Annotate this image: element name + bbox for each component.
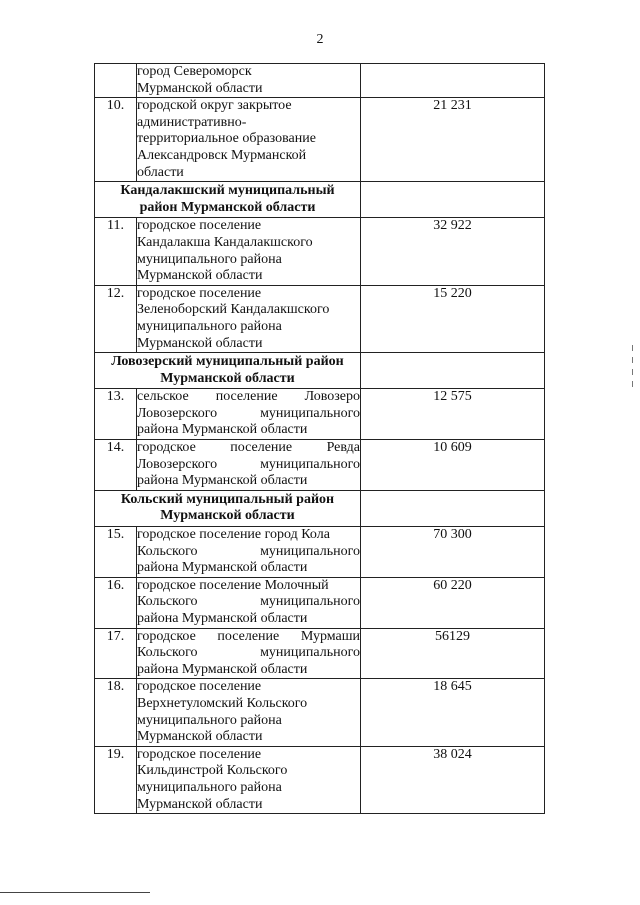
municipality-name-line: муниципального района (137, 251, 282, 267)
row-number: 14. (95, 440, 137, 491)
section-title (95, 490, 361, 526)
municipality-name-line: Верхнетуломский Кольского (137, 695, 308, 711)
municipality-name-line: сельское поселение Ловозеро (137, 389, 360, 405)
section-title-line: район Мурманской области (139, 199, 316, 215)
amount-value: 70 300 (361, 527, 545, 578)
row-number: 12. (95, 285, 137, 352)
municipality-name (137, 64, 361, 98)
amount-value: 60 220 (361, 577, 545, 628)
municipality-name-line: Кольского муниципального (137, 543, 360, 559)
row-number (95, 64, 137, 98)
row-number: 10. (95, 98, 137, 182)
page-number: 2 (316, 32, 324, 47)
municipality-name-line: городское поселение Молочный (137, 577, 329, 593)
section-value-cell (361, 182, 545, 218)
municipality-name-line: городское поселение (137, 679, 262, 695)
amount-value: 32 922 (361, 218, 545, 285)
amount-value: 21 231 (361, 98, 545, 182)
section-title-line: Кандалакшский муниципальный (120, 183, 335, 199)
municipality-name-line: городское поселение (137, 285, 262, 301)
municipality-name-line: Мурманской области (137, 268, 263, 284)
table-row (95, 577, 545, 628)
table-row (95, 679, 545, 746)
amount-value: 10 609 (361, 440, 545, 491)
table-row (95, 628, 545, 679)
footer-rule (0, 892, 150, 893)
municipality-name-line: Александровск Мурманской (137, 147, 307, 163)
municipality-name (137, 746, 361, 813)
allocation-table (94, 63, 545, 814)
municipality-name (137, 389, 361, 440)
municipality-name-line: района Мурманской области (137, 661, 308, 677)
municipality-name-line: городской округ закрытое (137, 98, 292, 114)
table-row (95, 98, 545, 182)
section-title-line: Мурманской области (160, 370, 295, 386)
municipality-name-line: муниципального района (137, 779, 282, 795)
table-row (95, 218, 545, 285)
municipality-name-line: Кильдинстрой Кольского (137, 763, 288, 779)
amount-value: 12 575 (361, 389, 545, 440)
municipality-name-line: городское поселение Ревда (137, 440, 360, 456)
municipality-name-line: территориальное образование (137, 131, 316, 147)
municipality-name (137, 440, 361, 491)
municipality-name-line: района Мурманской области (137, 611, 308, 626)
table-row (95, 527, 545, 578)
municipality-name-line: Мурманской области (137, 335, 263, 351)
amount-value (361, 64, 545, 98)
section-title (95, 182, 361, 218)
municipality-name-line: района Мурманской области (137, 560, 308, 576)
municipality-name-line: городское поселение (137, 218, 262, 234)
section-header-row (95, 353, 545, 389)
section-title-line: Кольский муниципальный район (120, 491, 335, 507)
municipality-name-line: Ловозерского муниципального (137, 405, 360, 421)
municipality-name-line: городское поселение (137, 746, 262, 762)
municipality-name-line: Кольского муниципального (137, 594, 360, 610)
municipality-name (137, 679, 361, 746)
municipality-name-line: Мурманской области (137, 796, 263, 812)
municipality-name-line: Мурманской области (137, 729, 263, 745)
municipality-name-line: городское поселение город Кола (137, 527, 330, 543)
section-value-cell (361, 353, 545, 389)
municipality-name-line: Кандалакша Кандалакшского (137, 234, 313, 250)
amount-value: 15 220 (361, 285, 545, 352)
municipality-name (137, 98, 361, 182)
amount-value: 38 024 (361, 746, 545, 813)
municipality-name-line: город Североморск (137, 64, 252, 79)
municipality-name (137, 628, 361, 679)
municipality-name-line: Кольского муниципального (137, 645, 360, 661)
table-row (95, 64, 545, 98)
table-row (95, 389, 545, 440)
municipality-name-line: муниципального района (137, 318, 282, 334)
row-number: 17. (95, 628, 137, 679)
municipality-name (137, 218, 361, 285)
table-body (95, 64, 545, 814)
municipality-name-line: городское поселение Мурмаши (137, 628, 360, 644)
municipality-name-line: района Мурманской области (137, 422, 308, 438)
municipality-name-line: Мурманской области (137, 80, 263, 96)
municipality-name-line: Зеленоборский Кандалакшского (137, 302, 330, 318)
row-number: 11. (95, 218, 137, 285)
section-header-row (95, 182, 545, 218)
municipality-name-line: области (137, 164, 184, 180)
table-row (95, 746, 545, 813)
municipality-name-line: Ловозерского муниципального (137, 456, 360, 472)
section-title (95, 353, 361, 389)
row-number: 13. (95, 389, 137, 440)
amount-value: 56129 (361, 628, 545, 679)
section-title-line: Мурманской области (160, 508, 295, 524)
section-header-row (95, 490, 545, 526)
municipality-name (137, 285, 361, 352)
row-number: 19. (95, 746, 137, 813)
margin-scan-marks (632, 345, 633, 405)
table-row (95, 285, 545, 352)
municipality-name-line: района Мурманской области (137, 473, 308, 489)
row-number: 16. (95, 577, 137, 628)
municipality-name-line: муниципального района (137, 712, 282, 728)
table-row (95, 440, 545, 491)
municipality-name (137, 577, 361, 628)
municipality-name (137, 527, 361, 578)
municipality-name-line: административно- (137, 114, 247, 130)
section-value-cell (361, 490, 545, 526)
section-title-line: Ловозерский муниципальный район (111, 354, 344, 370)
row-number: 15. (95, 527, 137, 578)
amount-value: 18 645 (361, 679, 545, 746)
row-number: 18. (95, 679, 137, 746)
